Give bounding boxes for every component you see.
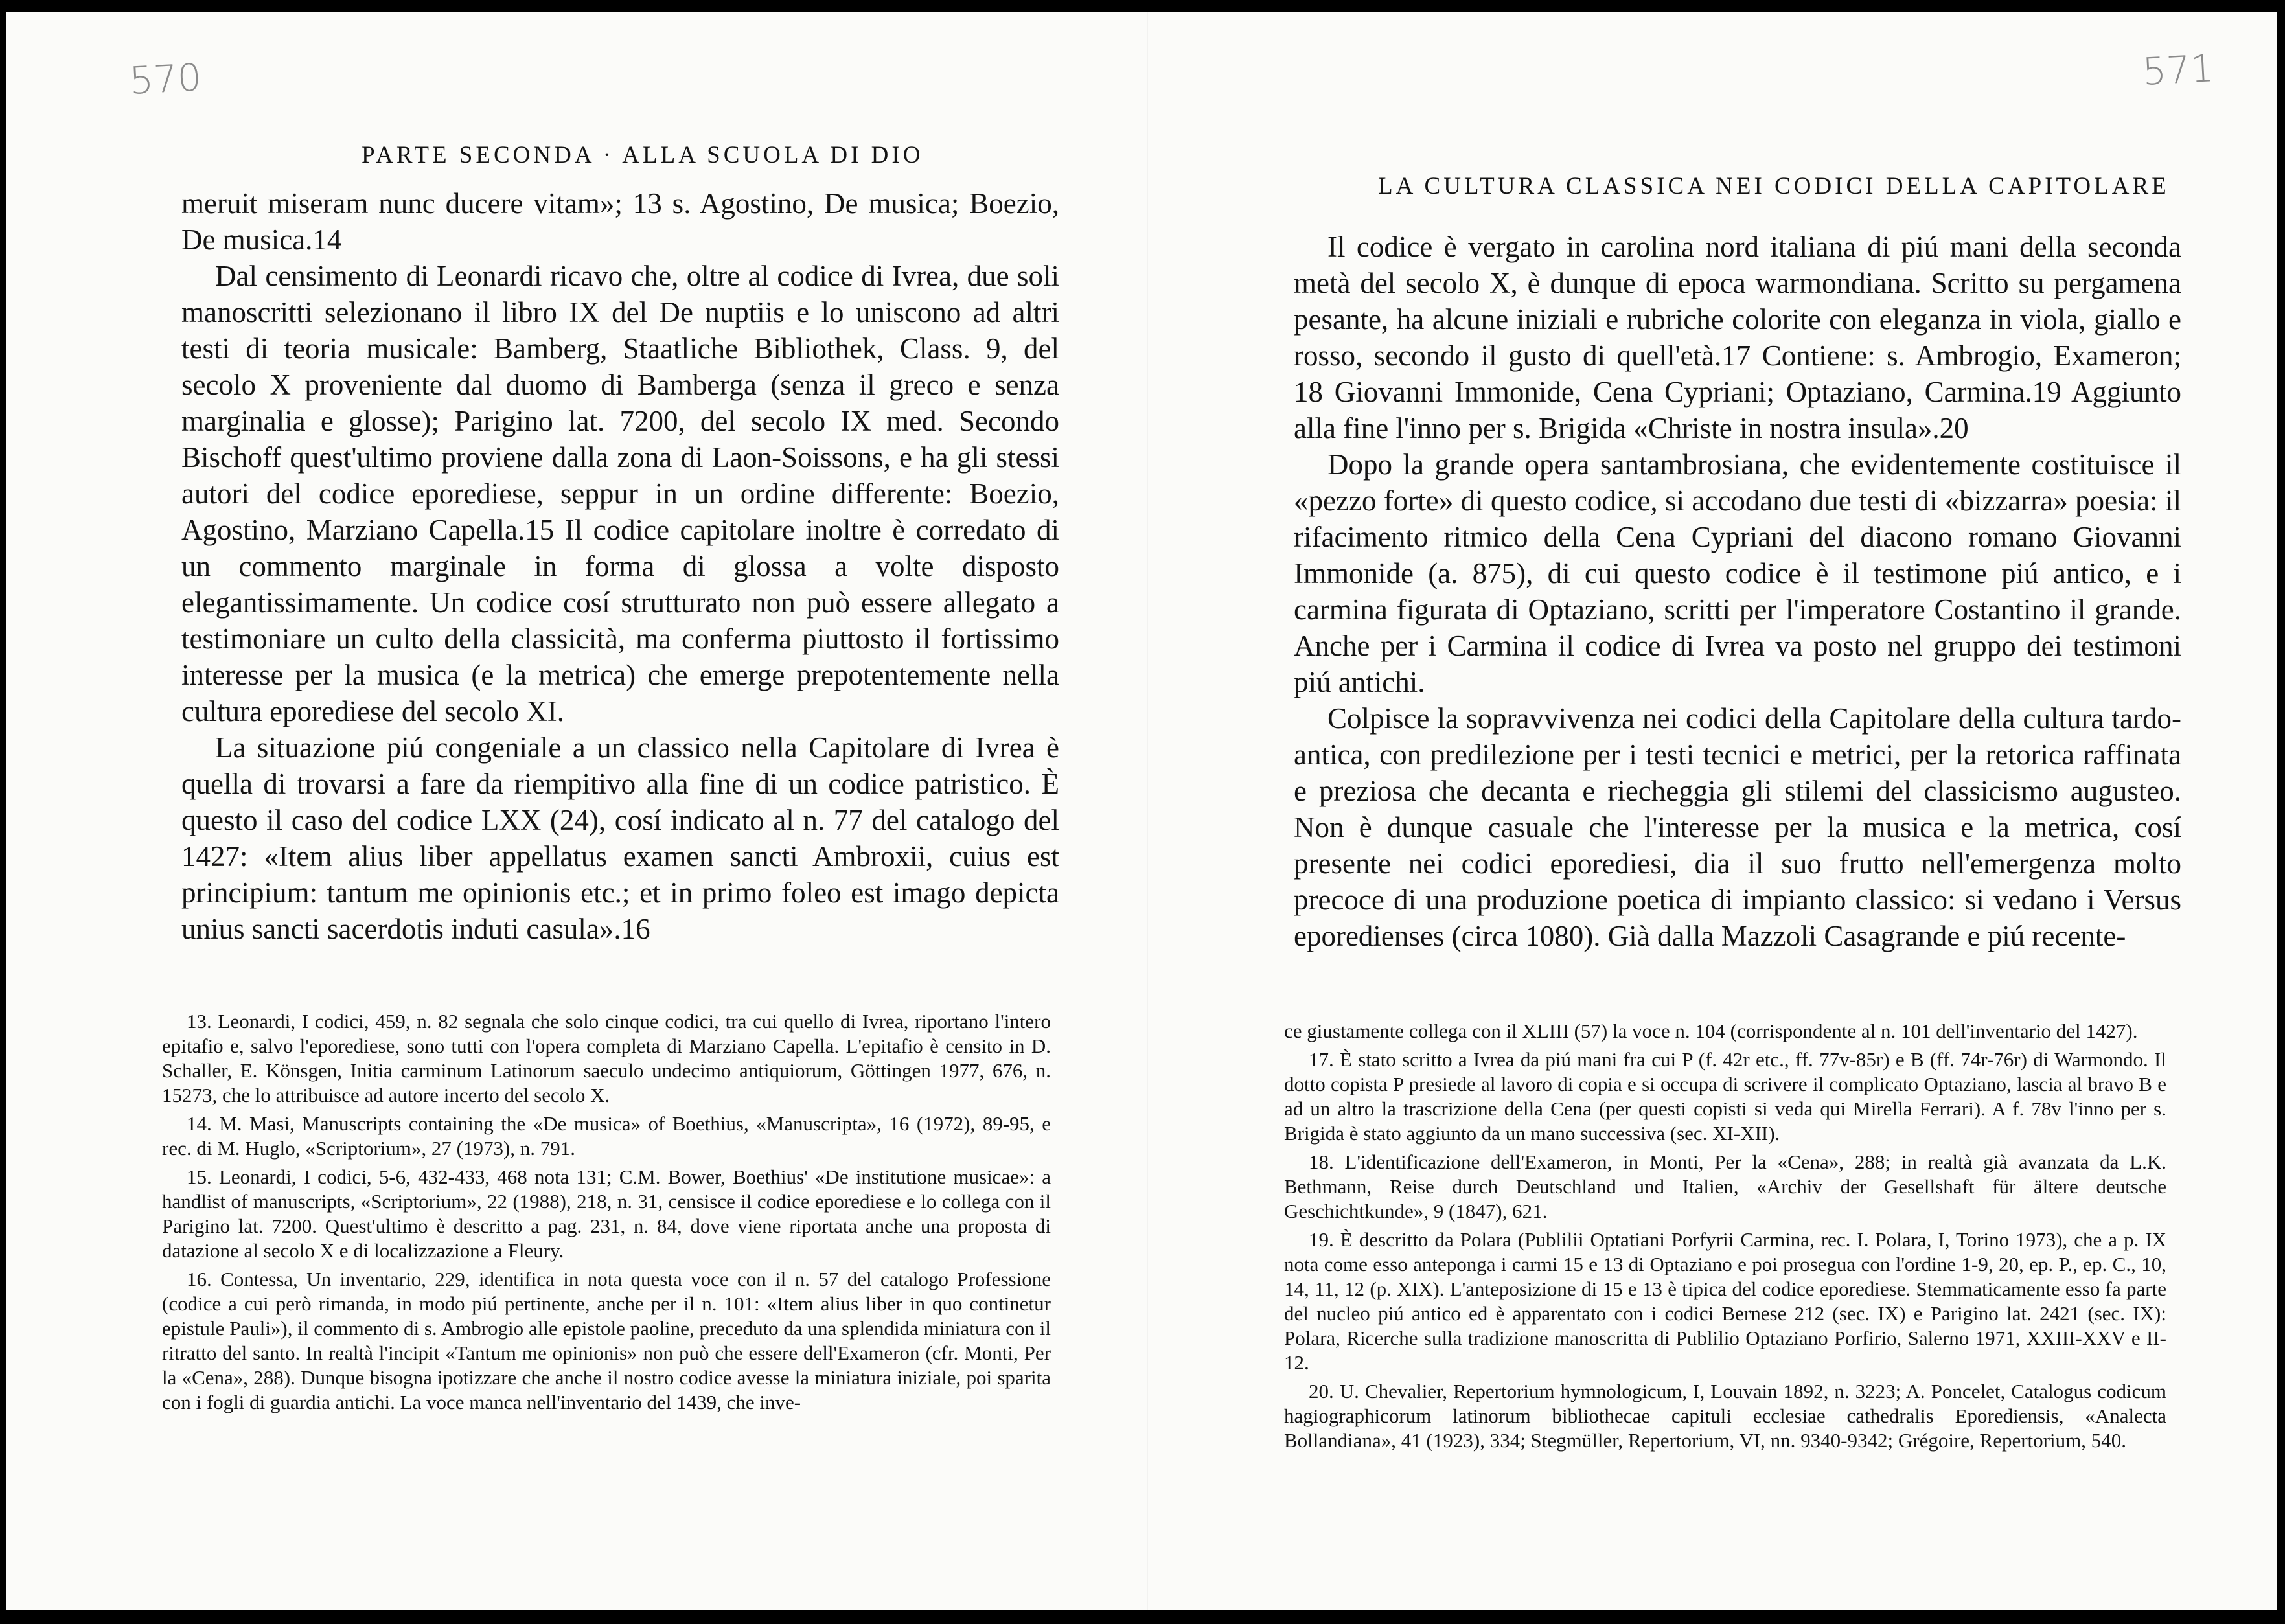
body-text — [1294, 229, 2181, 954]
footnote: 14. M. Masi, Manuscripts containing the «De musica» of Boethius, «Manuscripta», 16 (1972), 89-95, e rec. di M. Huglo, «Scriptorium», 27 (1973), n. 791. — [162, 1112, 1051, 1160]
right-page — [1148, 12, 2277, 1610]
page-number: 571 — [2141, 46, 2216, 94]
left-page — [6, 12, 1147, 1610]
footnote: 16. Contessa, Un inventario, 229, identifica in nota questa voce con il n. 57 del catalogo Professione (codice a cui però rimanda, in modo piú pertinente, anche per il n. 101: «Item alius liber in quo continetur epistule Pauli»), il commento di s. Ambrogio alle epistole paoline, preceduto da una splendida miniatura con il ritratto del santo. In realtà l'incipit «Tantum me opinionis» non può che essere dell'Exameron (cfr. Monti, Per la «Cena», 288). Dunque bisogna ipotizzare che anche il nostro codice avesse la miniatura iniziale, poi sparita con i fogli di guardia antichi. La voce manca nell'inventario del 1439, che inve- — [162, 1268, 1051, 1413]
footnotes — [162, 1009, 1051, 1419]
footnote: 18. L'identificazione dell'Exameron, in Monti, Per la «Cena», 288; in realtà già avanzata da L.K. Bethmann, Reise durch Deutschland und Italien, «Archiv der Gesellshaft für ältere deutsche Geschichtkunde», 9 (1847), 621. — [1284, 1150, 2166, 1222]
paragraph: meruit miseram nunc ducere vitam»; 13 s. Agostino, De musica; Boezio, De musica.14 — [181, 187, 1059, 256]
running-head: PARTE SECONDA · ALLA SCUOLA DI DIO — [362, 142, 924, 168]
paragraph: Dal censimento di Leonardi ricavo che, oltre al codice di Ivrea, due soli manoscritti selezionano il libro IX del De nuptiis e lo uniscono ad altri testi di teoria musicale: Bamberg, Staatliche Bibliothek, Class. 9, del secolo X proveniente dal duomo di Bamberga (senza il greco e senza marginalia e glosse); Parigino lat. 7200, del secolo IX med. Secondo Bischoff quest'ultimo proviene dalla zona di Laon-Soissons, e ha gli stessi autori del codice eporediese, seppur in un ordine differente: Boezio, Agostino, Marziano Capella.15 Il codice capitolare inoltre è corredato di un commento marginale in forma di glossa a volte disposto elegantissimamente. Un codice cosí strutturato non può essere allegato a testimoniare un culto della classicità, ma conferma piuttosto il fortissimo interesse per la musica (e la metrica) che emerge prepotentemente nella cultura eporediese del secolo XI. — [181, 260, 1059, 727]
paragraph: Il codice è vergato in carolina nord italiana di piú mani della seconda metà del secolo X, è dunque di epoca warmondiana. Scritto su pergamena pesante, ha alcune iniziali e rubriche colorite con eleganza in viola, giallo e rosso, secondo il gusto di quell'età.17 Contiene: s. Ambrogio, Exameron; 18 Giovanni Immonide, Cena Cypriani; Optaziano, Carmina.19 Aggiunto alla fine l'inno per s. Brigida «Christe in nostra insula».20 — [1294, 231, 2181, 444]
footnotes — [1284, 1019, 2166, 1457]
body-text — [181, 185, 1059, 947]
footnote-continuation: ce giustamente collega con il XLIII (57) la voce n. 104 (corrispondente al n. 101 dell'inventario del 1427). — [1284, 1020, 2138, 1042]
footnote: 20. U. Chevalier, Repertorium hymnologicum, I, Louvain 1892, n. 3223; A. Poncelet, Catalogus codicum hagiographicorum latinorum bibliothecae capituli ecclesiae cathedralis Eporediensis, «Analecta Bollandiana», 41 (1923), 334; Stegmüller, Repertorium, VI, nn. 9340-9342; Grégoire, Repertorium, 540. — [1284, 1380, 2166, 1452]
paragraph: Colpisce la sopravvivenza nei codici della Capitolare della cultura tardo-antica, con predilezione per i testi tecnici e metrici, per la retorica raffinata e preziosa che decanta e riecheggia gli stilemi del classicismo augusteo. Non è dunque casuale che l'interesse per la musica e la metrica, cosí presente nei codici eporediesi, dia il suo frutto nell'emergenza molto precoce di una produzione poetica di impianto classico: si vedano i Versus eporedienses (circa 1080). Già dalla Mazzoli Casagrande e piú recente- — [1294, 702, 2181, 952]
running-head: LA CULTURA CLASSICA NEI CODICI DELLA CAPITOLARE — [1378, 173, 2170, 200]
footnote: 17. È stato scritto a Ivrea da piú mani fra cui P (f. 42r etc., ff. 77v-85r) e B (ff. 74r-76r) di Warmondo. Il dotto copista P presiede al lavoro di copia e si occupa di scrivere il complicato Optaziano, lascia al bravo B e ad un altro la trascrizione della Cena (per questi copisti si veda qui Mirella Ferrari). A f. 78v l'inno per s. Brigida è stato aggiunto da un mano successiva (sec. XI-XII). — [1284, 1048, 2166, 1145]
paragraph: La situazione piú congeniale a un classico nella Capitolare di Ivrea è quella di trovarsi a fare da riempitivo alla fine di un codice patristico. È questo il caso del codice LXX (24), cosí indicato al n. 77 del catalogo del 1427: «Item alius liber appellatus examen sancti Ambroxii, cuius est principium: tantum me opinionis etc.; et in primo foleo est imago depicta unius sancti sacerdotis induti casula».16 — [181, 731, 1059, 945]
paragraph: Dopo la grande opera santambrosiana, che evidentemente costituisce il «pezzo forte» di questo codice, si accodano due testi di «bizzarra» poesia: il rifacimento ritmico della Cena Cypriani del diacono romano Giovanni Immonide (a. 875), di cui questo codice è il testimone piú antico, e i carmina figurata di Optaziano, scritti per l'imperatore Costantino il grande. Anche per i Carmina il codice di Ivrea va posto nel gruppo dei testimoni piú antichi. — [1294, 448, 2181, 698]
book-spread — [6, 12, 2277, 1610]
page-number: 570 — [128, 55, 203, 103]
footnote: 15. Leonardi, I codici, 5-6, 432-433, 468 nota 131; C.M. Bower, Boethius' «De institutione musicae»: a handlist of manuscripts, «Scriptorium», 22 (1988), 218, n. 31, censisce il codice eporediese e lo collega con il Parigino lat. 7200. Quest'ultimo è descritto a pag. 231, n. 84, dove viene riportata anche una proposta di datazione al secolo X e di localizzazione a Fleury. — [162, 1165, 1051, 1262]
footnote: 19. È descritto da Polara (Publilii Optatiani Porfyrii Carmina, rec. I. Polara, I, Torino 1973), che a p. IX nota come esso anteponga i carmi 15 e 13 di Optaziano e poi prosegua con l'ordine 1-9, 20, ep. P., ep. C., 10, 14, 11, 12 (p. XIX). L'anteposizione di 15 e 13 è tipica del codice eporediese. Stemmaticamente esso fa parte del nucleo piú antico ed è apparentato con i codici Bernese 212 (sec. IX) e Parigino lat. 2421 (sec. IX): Polara, Ricerche sulla tradizione manoscritta di Publilio Optaziano Porfirio, Salerno 1971, XXIII-XXV e II-12. — [1284, 1228, 2166, 1374]
footnote: 13. Leonardi, I codici, 459, n. 82 segnala che solo cinque codici, tra cui quello di Ivrea, riportano l'intero epitafio e, salvo l'eporediese, sono tutti con l'opera completa di Marziano Capella. L'epitafio è censito in D. Schaller, E. Könsgen, Initia carminum Latinorum saeculo undecimo antiquiorum, Göttingen 1977, 676, n. 15273, che lo attribuisce ad autore incerto del secolo X. — [162, 1010, 1051, 1106]
